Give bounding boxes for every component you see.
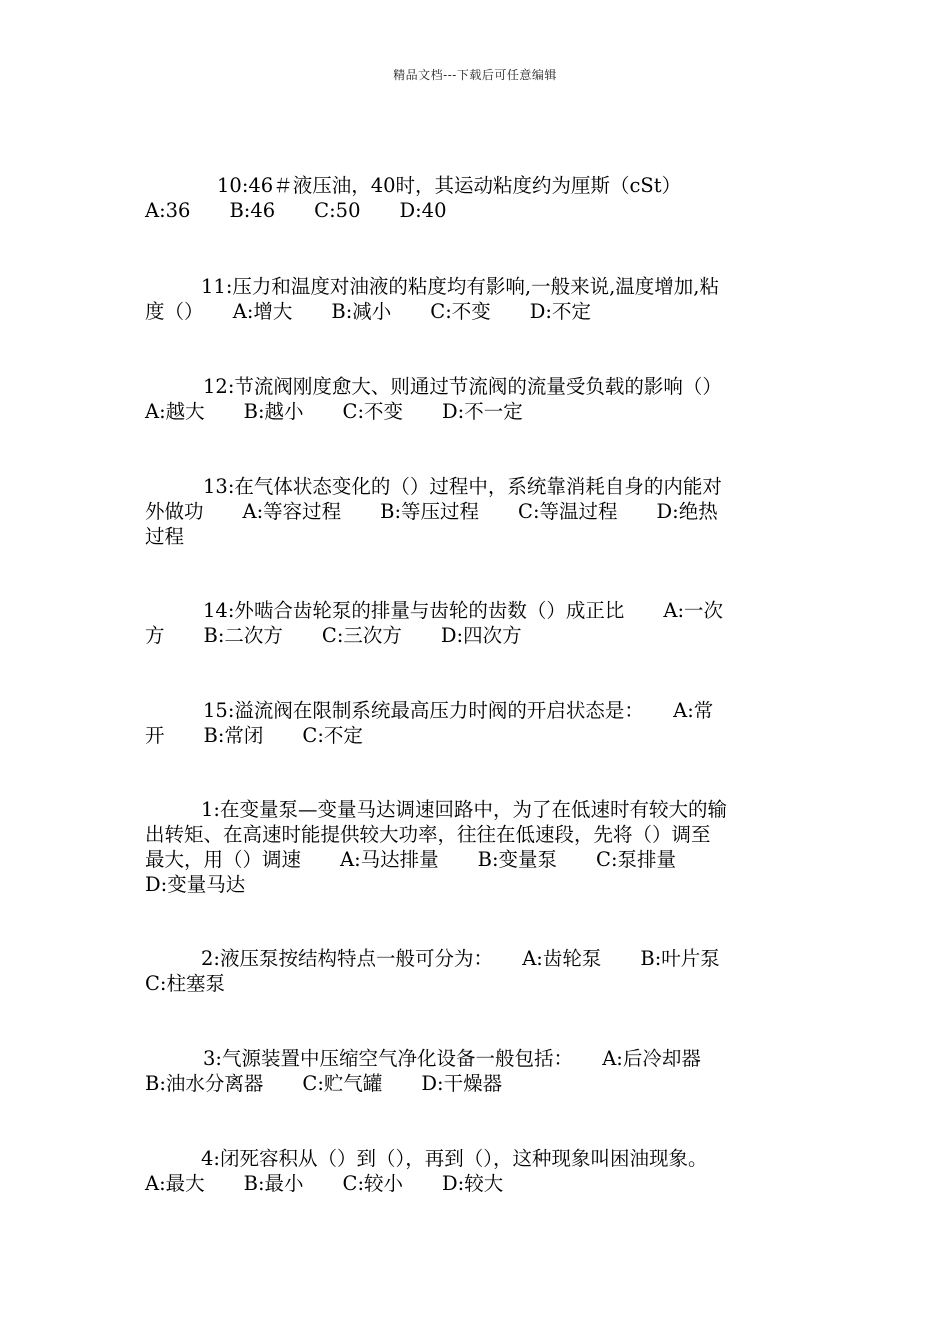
question-options: 开 B:常闭 C:不定 bbox=[145, 724, 363, 747]
question-options-cont: 过程 bbox=[145, 525, 185, 548]
question-options: A:越大 B:越小 C:不变 D:不一定 bbox=[145, 400, 523, 423]
question-text: 4:闭死容积从（）到（），再到（），这种现象叫困油现象。 bbox=[201, 1147, 708, 1170]
question-options: B:油水分离器 C:贮气罐 D:干燥器 bbox=[145, 1072, 503, 1095]
question-options: C:柱塞泵 bbox=[145, 972, 225, 995]
page-header: 精品文档---下载后可任意编辑 bbox=[393, 68, 557, 82]
question-options: 方 B:二次方 C:三次方 D:四次方 bbox=[145, 624, 522, 647]
question-14 bbox=[145, 598, 810, 648]
question-12 bbox=[145, 374, 810, 424]
question-text: 15:溢流阀在限制系统最高压力时阀的开启状态是： A:常 bbox=[203, 699, 714, 722]
question-10 bbox=[145, 173, 810, 223]
question-options: A:36 B:46 C:50 D:40 bbox=[145, 199, 447, 222]
question-text: 3:气源装置中压缩空气净化设备一般包括： A:后冷却器 bbox=[203, 1047, 701, 1070]
question-4 bbox=[145, 1146, 810, 1196]
question-13 bbox=[145, 474, 810, 549]
question-text: 1:在变量泵—变量马达调速回路中，为了在低速时有较大的输 bbox=[201, 798, 727, 821]
question-1 bbox=[145, 797, 810, 897]
question-text: 2:液压泵按结构特点一般可分为： A:齿轮泵 B:叶片泵 bbox=[201, 947, 720, 970]
question-15 bbox=[145, 698, 810, 748]
question-options: 最大，用（）调速 A:马达排量 B:变量泵 C:泵排量 bbox=[145, 848, 677, 871]
question-3 bbox=[145, 1046, 810, 1096]
question-options-cont: D:变量马达 bbox=[145, 873, 246, 896]
question-text: 14:外啮合齿轮泵的排量与齿轮的齿数（）成正比 A:一次 bbox=[203, 599, 724, 622]
question-options: A:最大 B:最小 C:较小 D:较大 bbox=[145, 1172, 504, 1195]
question-options: 度（） A:增大 B:减小 C:不变 D:不定 bbox=[145, 300, 591, 323]
question-text: 12:节流阀刚度愈大、则通过节流阀的流量受负载的影响（） bbox=[203, 375, 722, 398]
question-2 bbox=[145, 946, 810, 996]
question-text-cont: 出转矩、在高速时能提供较大功率，往往在低速段，先将（）调至 bbox=[145, 823, 711, 846]
question-options: 外做功 A:等容过程 B:等压过程 C:等温过程 D:绝热 bbox=[145, 500, 718, 523]
question-text: 13:在气体状态变化的（）过程中，系统靠消耗自身的内能对 bbox=[203, 475, 722, 498]
question-text: 11:压力和温度对油液的粘度均有影响,一般来说,温度增加,粘 bbox=[201, 275, 719, 298]
question-text: 10:46＃液压油，40时，其运动粘度约为厘斯（cSt） bbox=[217, 174, 682, 197]
question-11 bbox=[145, 274, 810, 324]
